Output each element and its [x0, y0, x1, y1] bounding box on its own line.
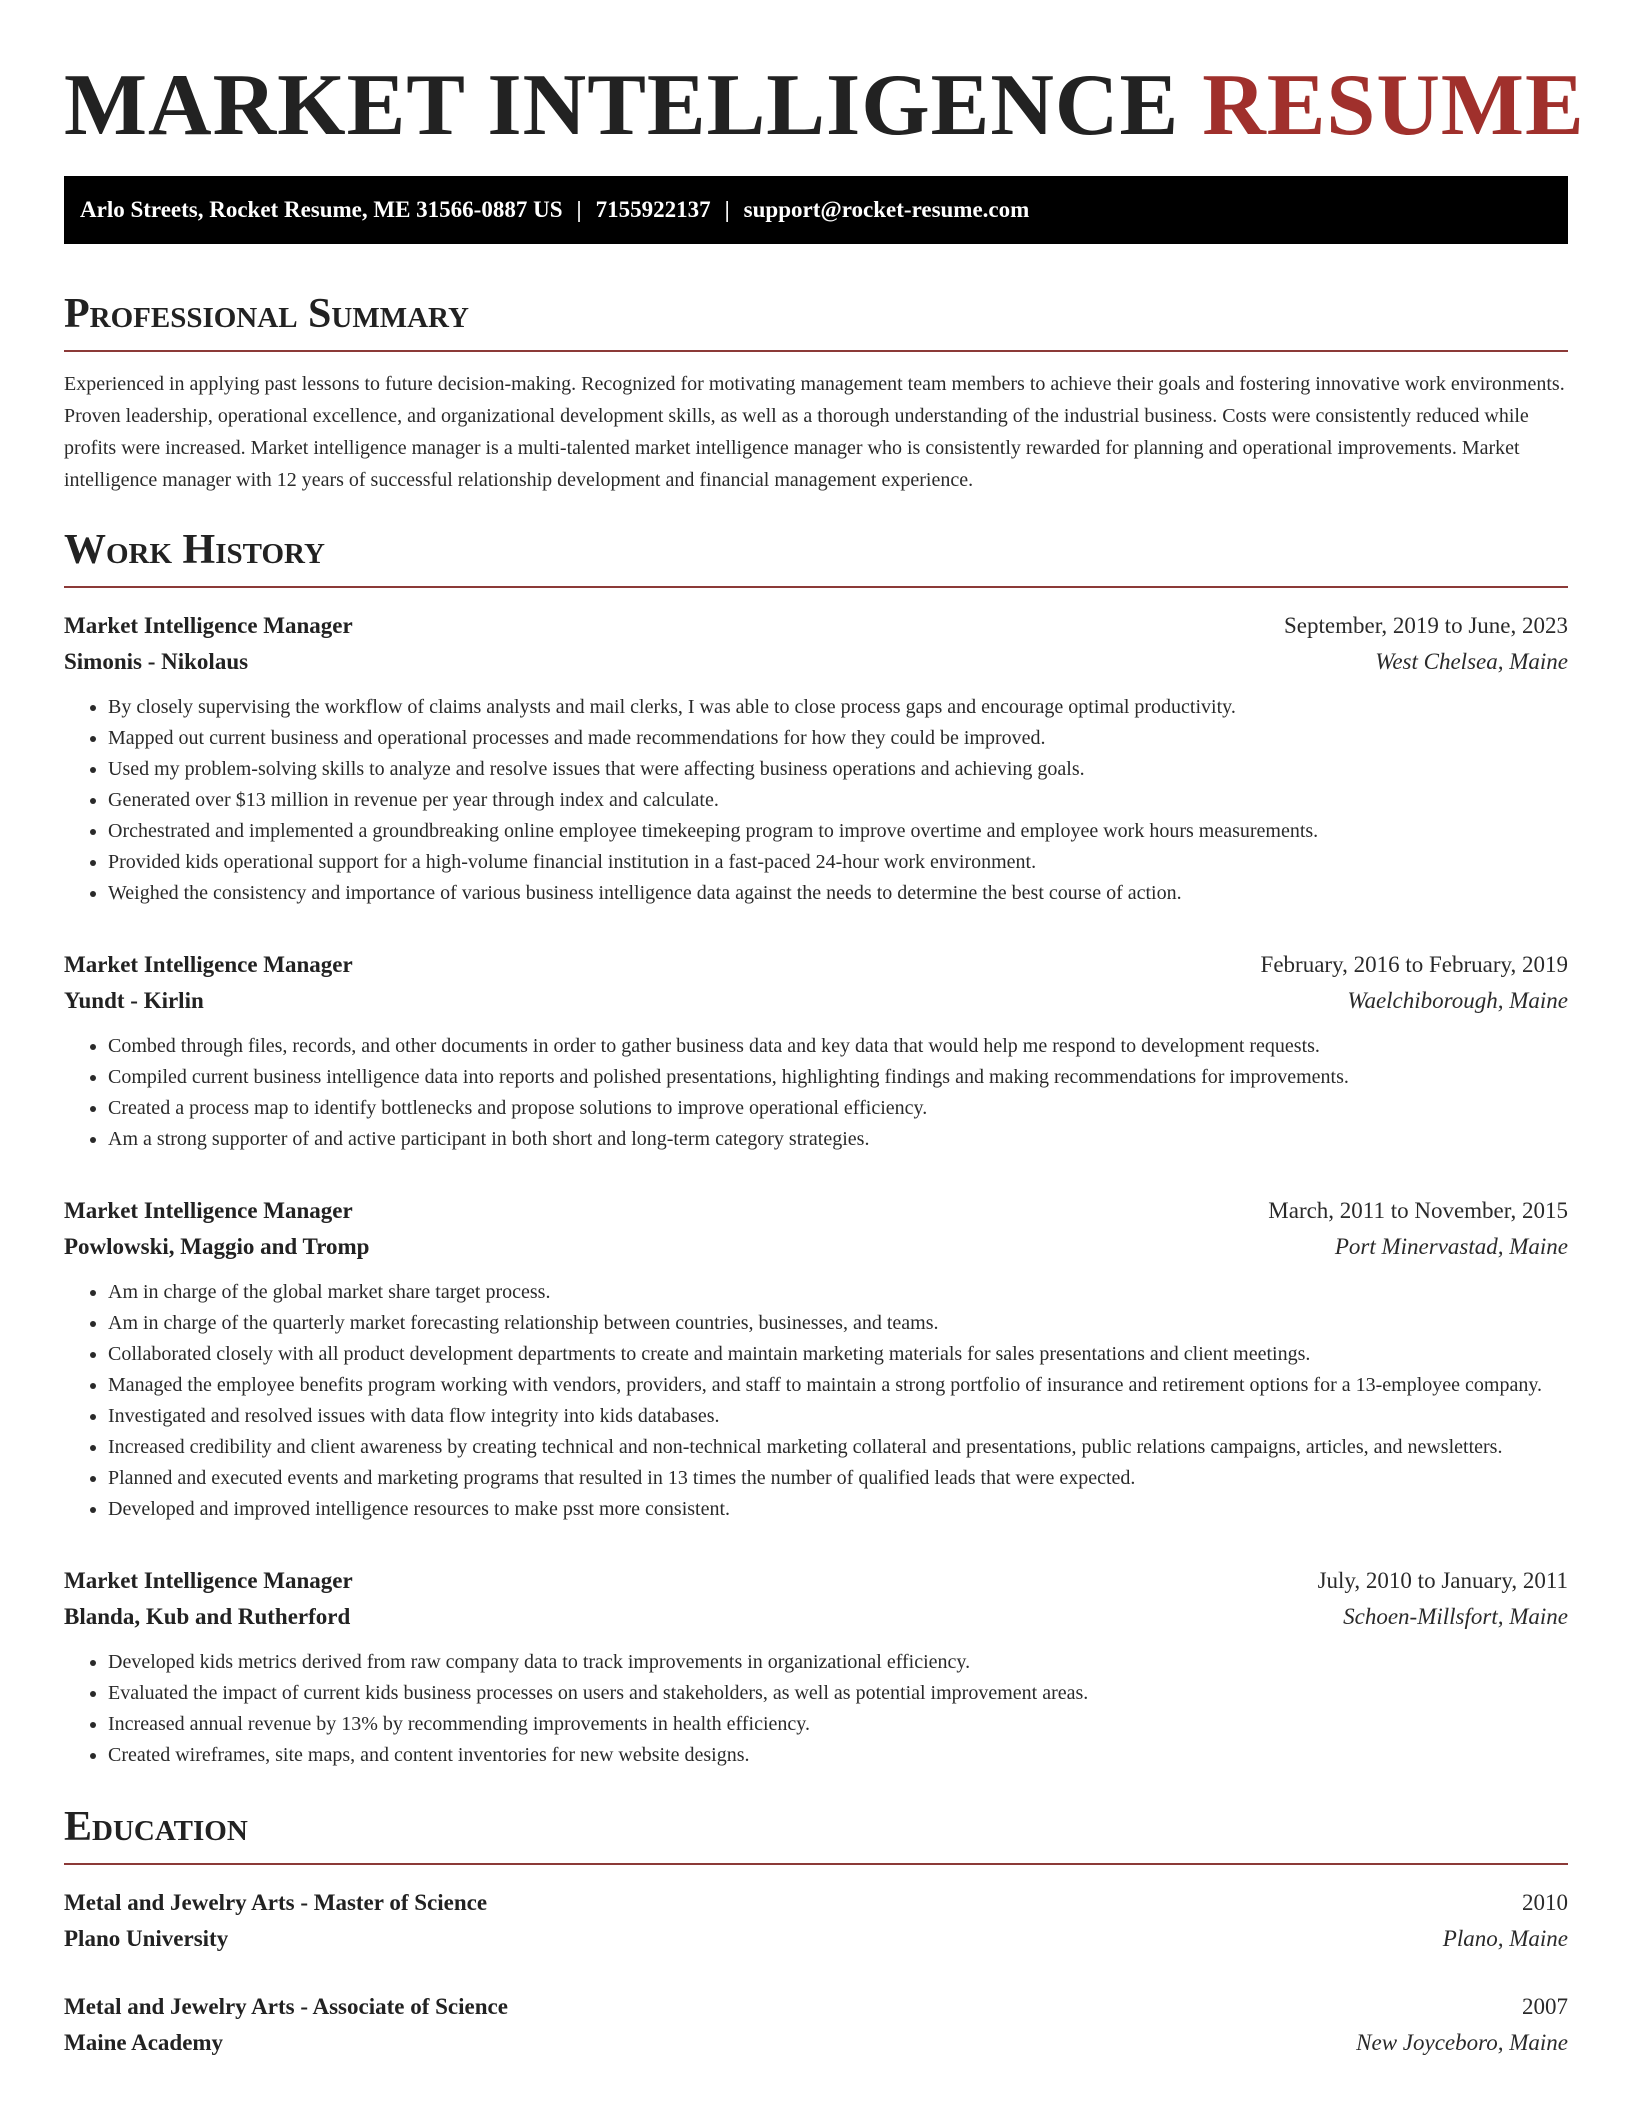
job-bullets	[64, 1647, 1568, 1771]
job-bullet: • Developed kids metrics derived from raw company data to track improvements in organizational efficiency.	[108, 1647, 1568, 1678]
job-bullet: • Evaluated the impact of current kids business processes on users and stakeholders, as well as potential improvement areas.	[108, 1678, 1568, 1709]
job-bullet: • Am a strong supporter of and active participant in both short and long-term category strategies.	[108, 1124, 1568, 1155]
title-main: MARKET INTELLIGENCE	[64, 57, 1180, 154]
job-entry	[64, 947, 1568, 1155]
job-title: Market Intelligence Manager	[64, 952, 353, 977]
education-entry	[64, 1885, 1568, 1957]
job-header-row	[64, 1563, 1568, 1599]
job-title: Market Intelligence Manager	[64, 613, 353, 638]
work-history-list	[64, 608, 1568, 1771]
education-degree: Metal and Jewelry Arts - Master of Science	[64, 1890, 488, 1915]
job-bullet: • Investigated and resolved issues with data flow integrity into kids databases.	[108, 1401, 1568, 1432]
job-entry	[64, 1563, 1568, 1771]
job-bullets	[64, 1031, 1568, 1155]
job-bullets	[64, 692, 1568, 909]
job-dates: February, 2016 to February, 2019	[1260, 952, 1568, 977]
contact-separator: |	[724, 197, 730, 222]
job-entry	[64, 1193, 1568, 1525]
education-school-row	[64, 1921, 1568, 1957]
job-dates: September, 2019 to June, 2023	[1284, 613, 1568, 638]
job-location: Waelchiborough, Maine	[1347, 988, 1568, 1013]
contact-email: support@rocket-resume.com	[743, 197, 1030, 222]
education-degree: Metal and Jewelry Arts - Associate of Science	[64, 1994, 508, 2019]
job-bullet: • Managed the employee benefits program working with vendors, providers, and staff to maintain a strong portfolio of insurance and retirement options for a 13-employee company.	[108, 1370, 1568, 1401]
job-bullet: • Used my problem-solving skills to analyze and resolve issues that were affecting business operations and achieving goals.	[108, 754, 1568, 785]
education-location: Plano, Maine	[1442, 1926, 1568, 1951]
education-school: Maine Academy	[64, 2030, 224, 2055]
resume-title	[64, 0, 1585, 156]
job-bullet: • Collaborated closely with all product development departments to create and maintain marketing materials for sales presentations and client meetings.	[108, 1339, 1568, 1370]
job-bullet: • Created wireframes, site maps, and content inventories for new website designs.	[108, 1740, 1568, 1771]
job-company-row	[64, 983, 1568, 1019]
education-location: New Joyceboro, Maine	[1356, 2030, 1568, 2055]
job-header-row	[64, 608, 1568, 644]
job-bullet: • Created a process map to identify bottlenecks and propose solutions to improve operational efficiency.	[108, 1093, 1568, 1124]
job-location: West Chelsea, Maine	[1375, 649, 1568, 674]
job-location: Schoen-Millsfort, Maine	[1343, 1604, 1568, 1629]
job-company: Powlowski, Maggio and Tromp	[64, 1234, 370, 1259]
job-bullet: • Compiled current business intelligence data into reports and polished presentations, highlighting findings and making recommendations for improvements.	[108, 1062, 1568, 1093]
education-header-row	[64, 1885, 1568, 1921]
job-bullet: • Am in charge of the global market share target process.	[108, 1277, 1568, 1308]
job-company: Simonis - Nikolaus	[64, 649, 249, 674]
education-entry	[64, 1989, 1568, 2061]
education-list	[64, 1885, 1568, 2061]
education-header-row	[64, 1989, 1568, 2025]
job-company-row	[64, 1599, 1568, 1635]
job-bullet: • Planned and executed events and marketing programs that resulted in 13 times the number of qualified leads that were expected.	[108, 1463, 1568, 1494]
job-bullet: • Orchestrated and implemented a groundbreaking online employee timekeeping program to improve overtime and employee work hours measurements.	[108, 816, 1568, 847]
contact-phone: 7155922137	[595, 197, 711, 222]
education-school: Plano University	[64, 1926, 229, 1951]
summary-text: Experienced in applying past lessons to future decision-making. Recognized for motivating management team members to achieve their goals and fostering innovative work environments. Proven leadership, operational excellence, and organizational development skills, as well as a thorough understanding of the industrial business. Costs were consistently reduced while profits were increased. Market intelligence manager is a multi-talented market intelligence manager who is consistently rewarded for planning and operational improvements. Market intelligence manager with 12 years of successful relationship development and financial management experience.	[64, 373, 1565, 491]
job-bullet: • Increased annual revenue by 13% by recommending improvements in health efficiency.	[108, 1709, 1568, 1740]
contact-separator: |	[576, 197, 582, 222]
job-company: Yundt - Kirlin	[64, 988, 204, 1013]
job-title: Market Intelligence Manager	[64, 1198, 353, 1223]
job-company-row	[64, 644, 1568, 680]
job-title: Market Intelligence Manager	[64, 1568, 353, 1593]
title-accent: RESUME	[1202, 57, 1585, 154]
education-school-row	[64, 2025, 1568, 2061]
job-bullet: • Combed through files, records, and other documents in order to gather business data and key data that would help me respond to development requests.	[108, 1031, 1568, 1062]
job-company: Blanda, Kub and Rutherford	[64, 1604, 351, 1629]
job-entry	[64, 608, 1568, 909]
education-year: 2010	[1522, 1890, 1568, 1915]
job-bullet: • Mapped out current business and operational processes and made recommendations for how they could be improved.	[108, 723, 1568, 754]
job-dates: July, 2010 to January, 2011	[1317, 1568, 1568, 1593]
job-company-row	[64, 1229, 1568, 1265]
job-header-row	[64, 947, 1568, 983]
contact-bar	[64, 176, 1568, 244]
job-bullet: • Provided kids operational support for a high-volume financial institution in a fast-paced 24-hour work environment.	[108, 847, 1568, 878]
job-bullet: • Generated over $13 million in revenue per year through index and calculate.	[108, 785, 1568, 816]
work-history-heading: Work History	[64, 524, 1568, 588]
contact-address: Arlo Streets, Rocket Resume, ME 31566-0887 US	[80, 197, 563, 222]
job-bullet: • Increased credibility and client awareness by creating technical and non-technical marketing collateral and presentations, public relations campaigns, articles, and newsletters.	[108, 1432, 1568, 1463]
job-dates: March, 2011 to November, 2015	[1268, 1198, 1568, 1223]
job-bullet: • Weighed the consistency and importance of various business intelligence data against the needs to determine the best course of action.	[108, 878, 1568, 909]
job-header-row	[64, 1193, 1568, 1229]
job-bullet: • Am in charge of the quarterly market forecasting relationship between countries, businesses, and teams.	[108, 1308, 1568, 1339]
education-year: 2007	[1522, 1994, 1568, 2019]
job-bullets	[64, 1277, 1568, 1525]
job-bullet: • By closely supervising the workflow of claims analysts and mail clerks, I was able to close process gaps and encourage optimal productivity.	[108, 692, 1568, 723]
summary-heading: Professional Summary	[64, 288, 1568, 352]
education-heading: Education	[64, 1801, 1568, 1865]
job-bullet: • Developed and improved intelligence resources to make psst more consistent.	[108, 1494, 1568, 1525]
job-location: Port Minervastad, Maine	[1334, 1234, 1568, 1259]
